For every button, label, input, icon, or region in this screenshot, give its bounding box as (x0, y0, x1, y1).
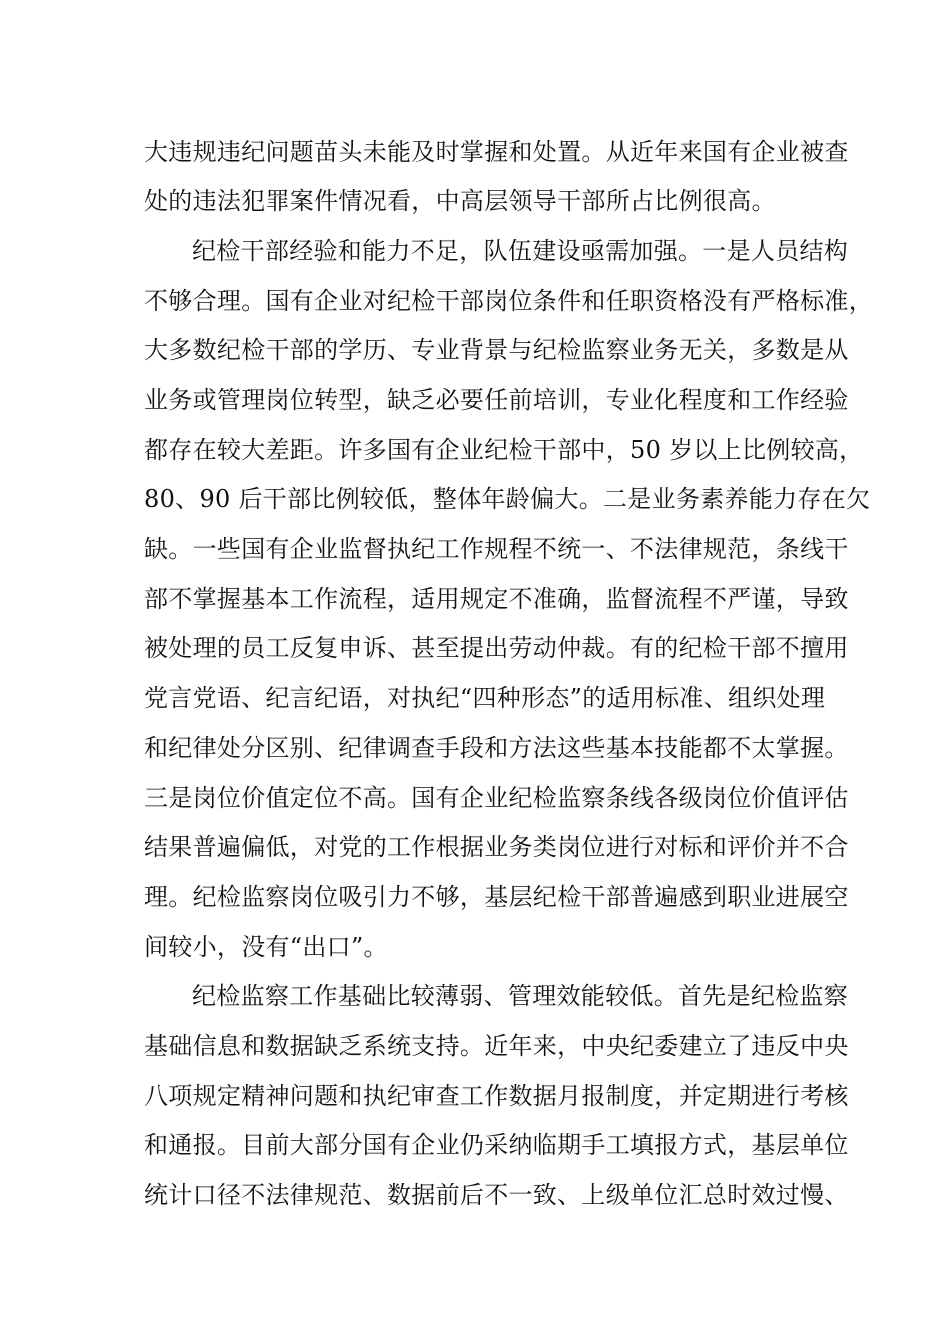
text-line: 党言党语、纪言纪语，对执纪“四种形态”的适用标准、组织处理 (144, 684, 826, 712)
text-line: 大多数纪检干部的学历、专业背景与纪检监察业务无关，多数是从 (144, 336, 849, 364)
text-line: 八项规定精神问题和执纪审查工作数据月报制度，并定期进行考核 (144, 1082, 849, 1110)
text-line: 80、90 后干部比例较低，整体年龄偏大。二是业务素养能力存在欠 (144, 485, 871, 513)
paragraph-first-line: 纪检监察工作基础比较薄弱、管理效能较低。首先是纪检监察 (192, 982, 849, 1010)
text-line: 大违规违纪问题苗头未能及时掌握和处置。从近年来国有企业被查 (144, 138, 849, 166)
text-line: 处的违法犯罪案件情况看，中高层领导干部所占比例很高。 (144, 187, 776, 215)
text-line: 业务或管理岗位转型，缺乏必要任前培训，专业化程度和工作经验 (144, 386, 849, 414)
text-line: 三是岗位价值定位不高。国有企业纪检监察条线各级岗位价值评估 (144, 784, 849, 812)
text-line: 结果普遍偏低，对党的工作根据业务类岗位进行对标和评价并不合 (144, 833, 849, 861)
text-line: 统计口径不法律规范、数据前后不一致、上级单位汇总时效过慢、 (144, 1181, 849, 1209)
text-line: 和通报。目前大部分国有企业仍采纳临期手工填报方式，基层单位 (144, 1131, 849, 1159)
text-line: 基础信息和数据缺乏系统支持。近年来，中央纪委建立了违反中央 (144, 1032, 849, 1060)
text-line: 缺。一些国有企业监督执纪工作规程不统一、不法律规范，条线干 (144, 535, 849, 563)
text-line: 不够合理。国有企业对纪检干部岗位条件和任职资格没有严格标准， (144, 287, 873, 315)
paragraph-first-line: 纪检干部经验和能力不足，队伍建设亟需加强。一是人员结构 (192, 237, 849, 265)
text-line: 间较小，没有“出口”。 (144, 933, 388, 961)
text-line: 都存在较大差距。许多国有企业纪检干部中，50 岁以上比例较高， (144, 436, 864, 464)
text-line: 理。纪检监察岗位吸引力不够，基层纪检干部普遍感到职业进展空 (144, 883, 849, 911)
text-line: 和纪律处分区别、纪律调查手段和方法这些基本技能都不太掌握。 (144, 734, 849, 762)
text-line: 部不掌握基本工作流程，适用规定不准确，监督流程不严谨，导致 (144, 585, 849, 613)
text-line: 被处理的员工反复申诉、甚至提出劳动仲裁。有的纪检干部不擅用 (144, 634, 849, 662)
